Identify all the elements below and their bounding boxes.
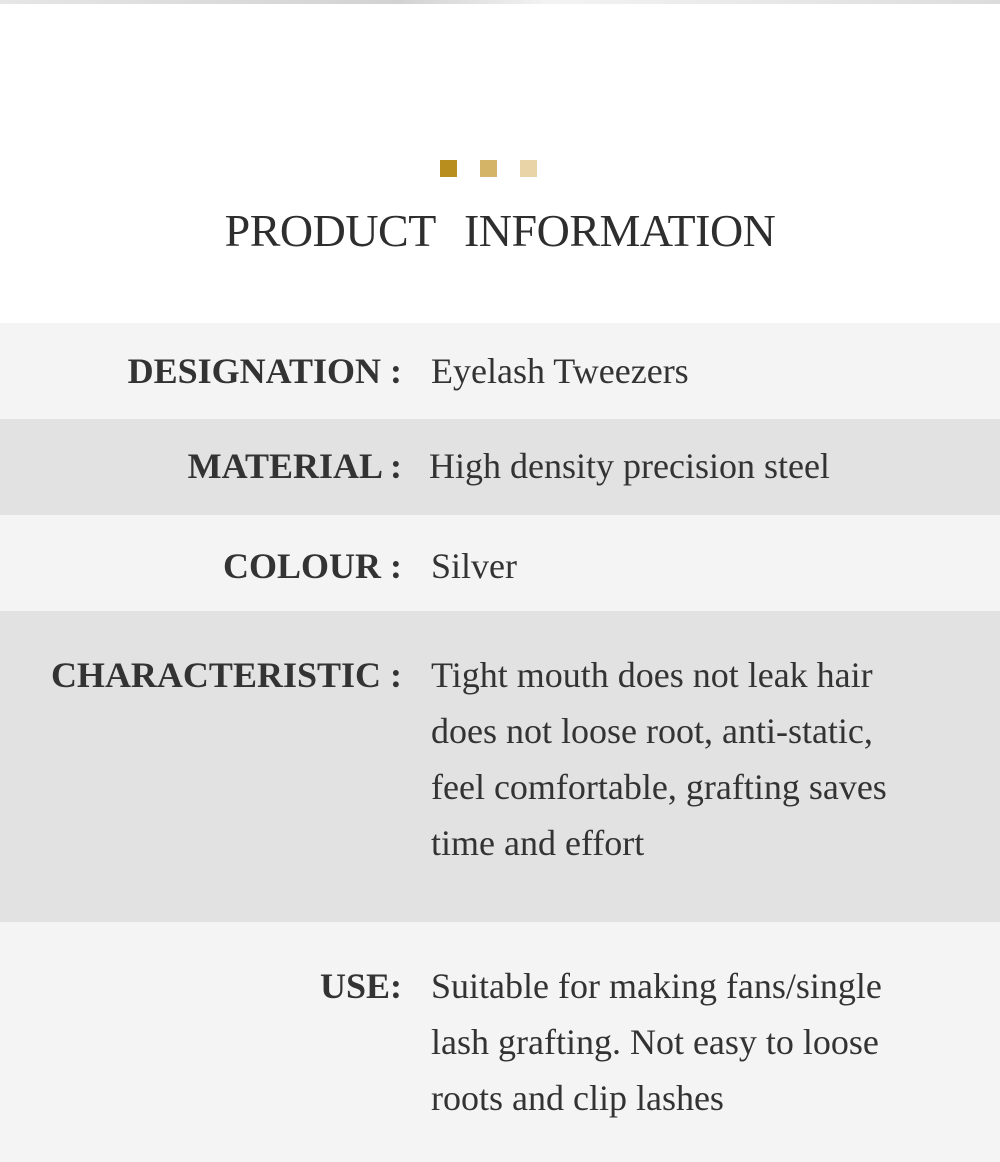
spec-value: High density precision steel bbox=[429, 446, 830, 486]
spec-label: MATERIAL : bbox=[187, 446, 402, 486]
dot-light bbox=[520, 160, 537, 177]
dot-dark bbox=[440, 160, 457, 177]
spec-label: COLOUR : bbox=[223, 546, 402, 586]
spec-value: Suitable for making fans/single lash grafting. Not easy to loose roots and clip lashes bbox=[431, 966, 882, 1118]
spec-value: Eyelash Tweezers bbox=[431, 351, 689, 391]
spec-label: USE: bbox=[319, 966, 402, 1006]
spec-row-colour bbox=[0, 515, 1000, 611]
spec-value: Silver bbox=[431, 546, 517, 586]
decorative-dots bbox=[440, 160, 537, 177]
spec-row-characteristic bbox=[0, 611, 1000, 922]
spec-label: CHARACTERISTIC : bbox=[50, 655, 402, 695]
spec-row-material bbox=[0, 419, 1000, 515]
dot-medium bbox=[480, 160, 497, 177]
top-divider bbox=[0, 0, 1000, 4]
page-title: PRODUCT INFORMATION bbox=[224, 205, 776, 256]
spec-row-designation bbox=[0, 323, 1000, 419]
spec-label: DESIGNATION : bbox=[127, 351, 402, 391]
spec-value: Tight mouth does not leak hair does not loose root, anti-static, feel comfortable, grafting saves time and effort bbox=[431, 655, 887, 863]
spec-row-use bbox=[0, 922, 1000, 1162]
